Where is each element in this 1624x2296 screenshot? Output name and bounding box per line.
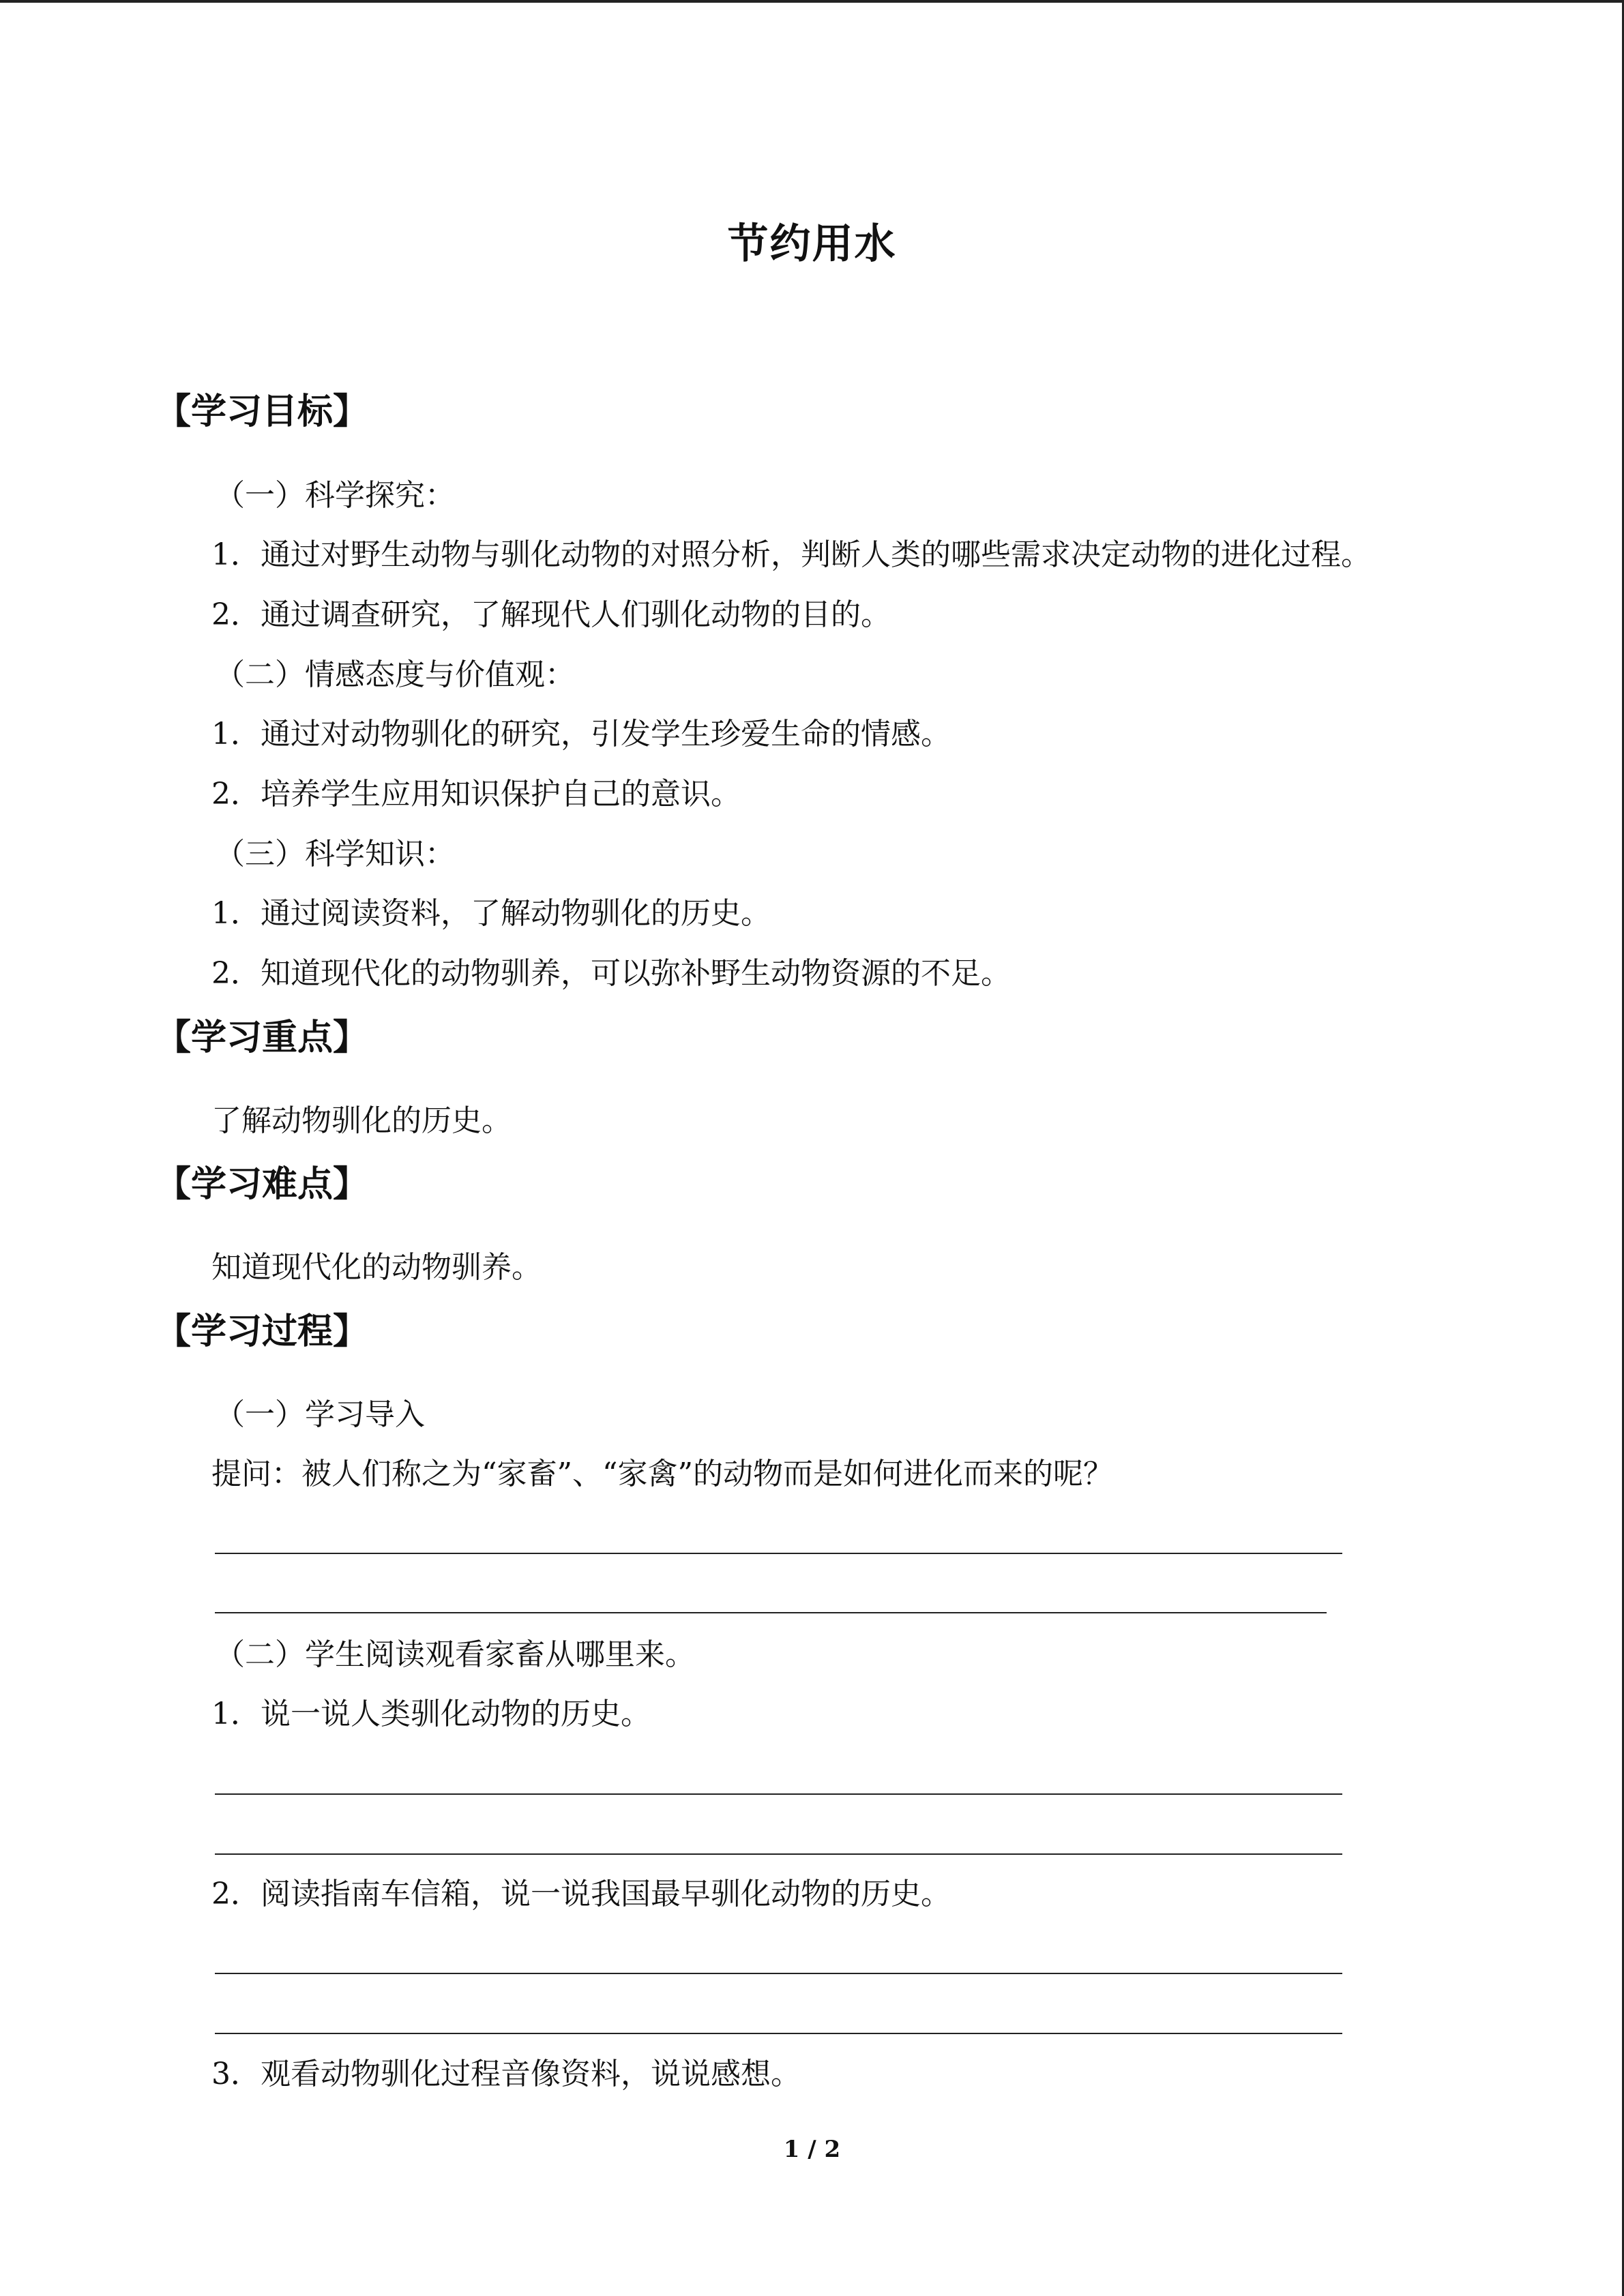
heading-key-points: 【学习重点】	[156, 1017, 369, 1058]
goals-values-item-2: 2．培养学生应用知识保护自己的意识。	[211, 777, 741, 811]
heading-difficulties: 【学习难点】	[156, 1164, 369, 1205]
answer-line[interactable]	[215, 1853, 1342, 1855]
goals-subheading-knowledge: （三）科学知识：	[215, 837, 455, 871]
answer-line[interactable]	[215, 1793, 1342, 1795]
goals-knowledge-item-2: 2．知道现代化的动物驯养，可以弥补野生动物资源的不足。	[211, 956, 1011, 991]
page-border-top	[0, 0, 1624, 3]
process-subheading-intro: （一）学习导入	[215, 1397, 425, 1432]
answer-line[interactable]	[215, 1553, 1342, 1554]
process-question: 提问：被人们称之为“家畜”、“家禽”的动物而是如何进化而来的呢？	[211, 1457, 1113, 1491]
heading-learning-goals: 【学习目标】	[156, 391, 369, 432]
goals-inquiry-item-2: 2．通过调查研究，了解现代人们驯化动物的目的。	[211, 597, 891, 632]
answer-line[interactable]	[215, 1612, 1327, 1613]
goals-subheading-inquiry: （一）科学探究：	[215, 478, 455, 513]
goals-subheading-values: （二）情感态度与价值观：	[215, 657, 575, 692]
goals-knowledge-item-1: 1．通过阅读资料，了解动物驯化的历史。	[211, 896, 771, 931]
answer-line[interactable]	[215, 1973, 1342, 1974]
key-points-text: 了解动物驯化的历史。	[211, 1103, 512, 1138]
document-title: 节约用水	[727, 220, 897, 268]
difficulties-text: 知道现代化的动物驯养。	[211, 1250, 542, 1285]
heading-learning-process: 【学习过程】	[156, 1311, 369, 1352]
process-subheading-reading: （二）学生阅读观看家畜从哪里来。	[215, 1637, 695, 1672]
page-number: 1 / 2	[783, 2136, 841, 2163]
goals-inquiry-item-1: 1．通过对野生动物与驯化动物的对照分析，判断人类的哪些需求决定动物的进化过程。	[211, 537, 1371, 572]
goals-values-item-1: 1．通过对动物驯化的研究，引发学生珍爱生命的情感。	[211, 717, 951, 751]
process-item-3: 3．观看动物驯化过程音像资料，说说感想。	[211, 2057, 801, 2091]
answer-line[interactable]	[215, 2033, 1342, 2034]
process-item-1: 1．说一说人类驯化动物的历史。	[211, 1697, 651, 1731]
process-item-2: 2．阅读指南车信箱，说一说我国最早驯化动物的历史。	[211, 1877, 951, 1911]
